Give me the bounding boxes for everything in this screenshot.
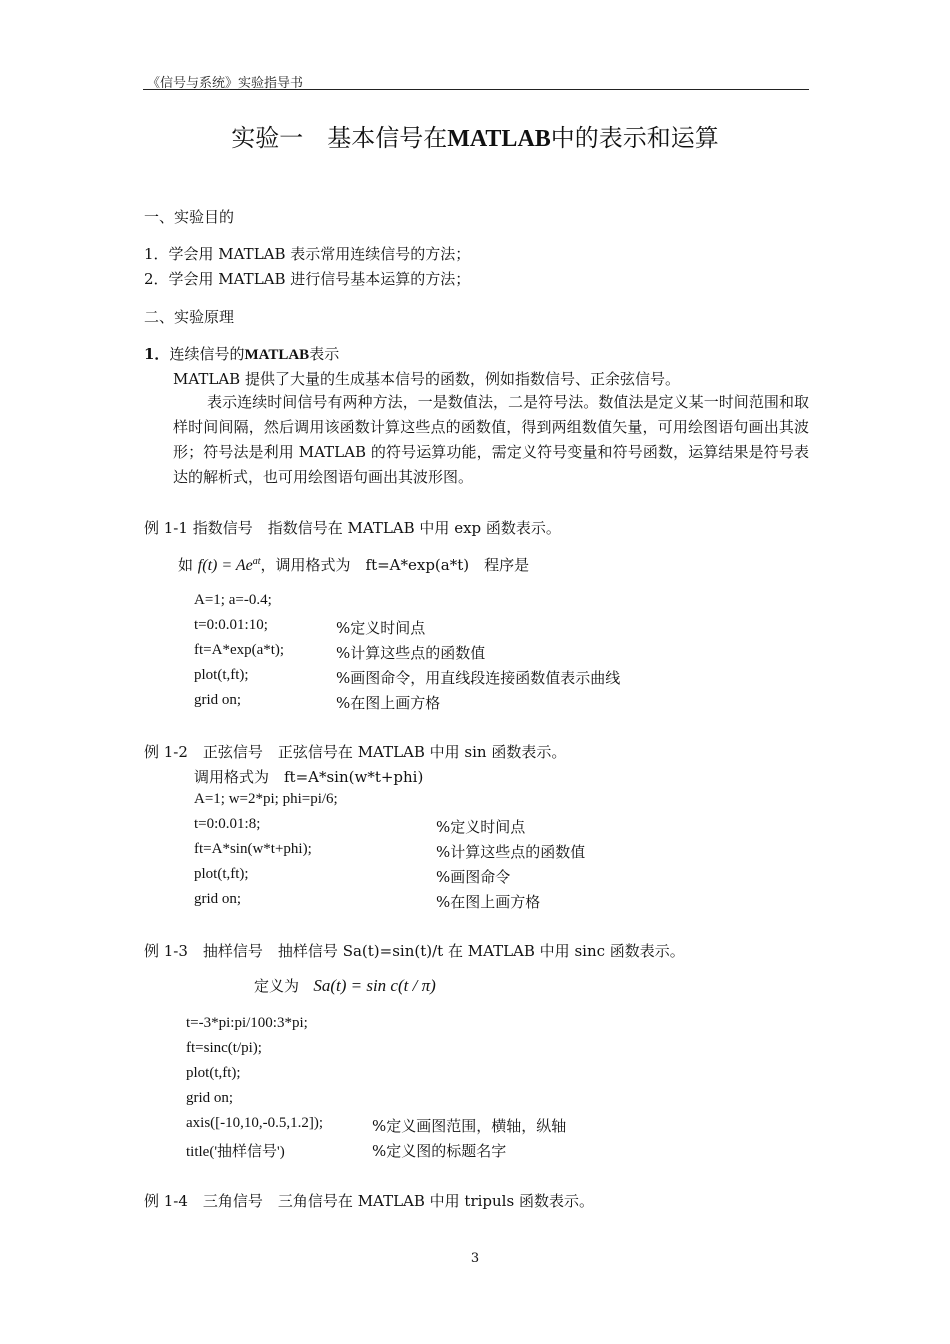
section2-heading: 二、实验原理 xyxy=(144,308,235,326)
code-comment: %画图命令 xyxy=(436,868,511,886)
example1-heading: 例 1-1 指数信号 指数信号在 MATLAB 中用 exp 函数表示。 xyxy=(144,519,561,537)
code-line: ft=sinc(t/pi); xyxy=(186,1040,262,1056)
example3-formula-pre: 定义为 xyxy=(254,977,300,995)
code-line: axis([-10,10,-0.5,1.2]); xyxy=(186,1115,324,1131)
section1-item-2: 2．学会用 MATLAB 进行信号基本运算的方法； xyxy=(144,270,471,288)
code-line: grid on; xyxy=(194,891,242,907)
example2-heading: 例 1-2 正弦信号 正弦信号在 MATLAB 中用 sin 函数表示。 xyxy=(144,743,567,761)
example1-formula-pre: 如 xyxy=(178,556,194,574)
code-line: plot(t,ft); xyxy=(186,1065,241,1081)
example1-formula-lhs: f(t) = Ae xyxy=(197,557,253,574)
example1-formula-line xyxy=(178,554,529,575)
code-comment: %定义时间点 xyxy=(436,818,526,836)
code-line: plot(t,ft); xyxy=(194,667,249,683)
code-line: title('抽样信号') xyxy=(186,1144,285,1160)
code-line: A=1; a=-0.4; xyxy=(194,592,272,608)
example3-heading: 例 1-3 抽样信号 抽样信号 Sa(t)=sin(t)/t 在 MATLAB 中用 sinc 函数表示。 xyxy=(144,942,685,960)
code-line: t=0:0.01:8; xyxy=(194,816,261,832)
section2-paragraph-text: 表示连续时间信号有两种方法，一是数值法，二是符号法。数值法是定义某一时间范围和取样时间间隔，然后调用该函数计算这些点的函数值，得到两组数值矢量，可用绘图语句画出其波形；符号法是利用 MATLAB 的符号运算功能，需定义符号变量和符号函数，运算结果是符号表达的解析式，也可用绘图语句画出其波形图。 xyxy=(173,393,809,486)
subsection1-bold: MATLAB xyxy=(244,347,310,363)
code-line: grid on; xyxy=(194,692,242,708)
code-comment: %定义图的标题名字 xyxy=(372,1142,507,1160)
code-line: A=1; w=2*pi; phi=pi/6; xyxy=(194,791,338,807)
code-comment: %画图命令，用直线段连接函数值表示曲线 xyxy=(336,669,621,687)
page-number: 3 xyxy=(470,1251,480,1266)
subsection1-number: 1． xyxy=(144,345,170,363)
code-line: t=-3*pi:pi/100:3*pi; xyxy=(186,1015,308,1031)
section2-line1: MATLAB 提供了大量的生成基本信号的函数，例如指数信号、正余弦信号。 xyxy=(173,370,680,388)
header-rule xyxy=(143,89,809,90)
example3-formula-line xyxy=(254,975,436,996)
code-comment: %计算这些点的函数值 xyxy=(436,843,586,861)
page-title xyxy=(0,118,950,153)
example3-formula: Sa(t) = sin c(t / π) xyxy=(313,976,436,995)
subsection1-pre: 连续信号的 xyxy=(169,345,245,363)
code-comment: %计算这些点的函数值 xyxy=(336,644,486,662)
example4-heading: 例 1-4 三角信号 三角信号在 MATLAB 中用 tripuls 函数表示。 xyxy=(144,1192,594,1210)
code-line: ft=A*exp(a*t); xyxy=(194,642,285,658)
section2-paragraph xyxy=(173,390,809,490)
code-line: grid on; xyxy=(186,1090,234,1106)
code-line: ft=A*sin(w*t+phi); xyxy=(194,841,312,857)
code-comment: %定义时间点 xyxy=(336,619,426,637)
title-suffix: 中的表示和运算 xyxy=(550,124,719,152)
example2-format: 调用格式为 ft=A*sin(w*t+phi) xyxy=(194,768,424,786)
section1-item-1: 1．学会用 MATLAB 表示常用连续信号的方法； xyxy=(144,245,471,263)
subsection1-heading xyxy=(144,343,339,364)
title-latin: MATLAB xyxy=(447,126,551,152)
code-comment: %在图上画方格 xyxy=(436,893,541,911)
example1-formula-sup: at xyxy=(252,556,261,567)
code-line: t=0:0.01:10; xyxy=(194,617,268,633)
section1-heading: 一、实验目的 xyxy=(144,208,235,226)
subsection1-post: 表示 xyxy=(309,345,340,363)
code-line: plot(t,ft); xyxy=(194,866,249,882)
title-prefix: 实验一 基本信号在 xyxy=(231,124,448,152)
code-comment: %定义画图范围，横轴，纵轴 xyxy=(372,1117,567,1135)
example1-formula-post: ，调用格式为 ft=A*exp(a*t) 程序是 xyxy=(260,556,530,574)
running-header: 《信号与系统》实验指导书 xyxy=(147,76,304,91)
code-comment: %在图上画方格 xyxy=(336,694,441,712)
